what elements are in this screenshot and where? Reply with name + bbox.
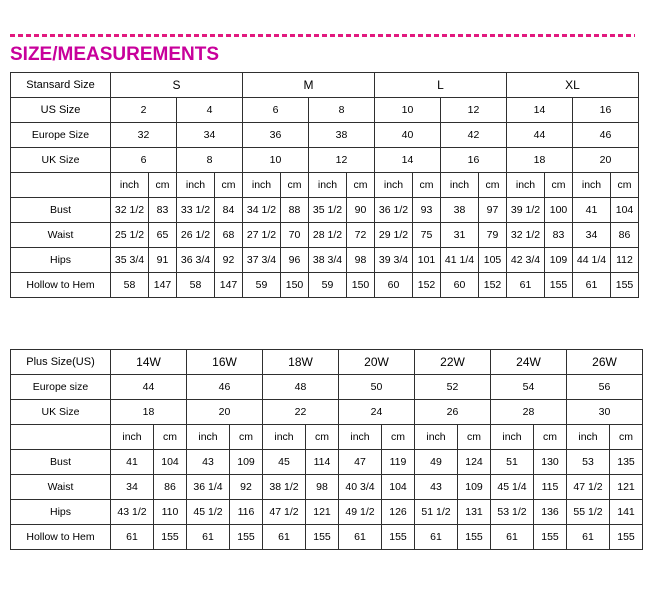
cell-plus-waist-1: 86 (154, 475, 187, 500)
row-label-plus-hollow-to-hem: Hollow to Hem (11, 525, 111, 550)
cell-plus-bust-2: 43 (187, 450, 230, 475)
row-label-plus-units (11, 425, 111, 450)
plus-size-header-26w: 26W (567, 350, 643, 375)
cell-hollow-10: 60 (441, 273, 479, 298)
standard-size-table-wrapper (10, 72, 639, 298)
cell-plus-unit-8: inch (415, 425, 458, 450)
cell-uk-size-7: 20 (573, 148, 639, 173)
cell-plus-uk-5: 28 (491, 400, 567, 425)
cell-plus-hips-1: 110 (154, 500, 187, 525)
cell-hips-14: 44 1/4 (573, 248, 611, 273)
cell-bust-15: 104 (611, 198, 639, 223)
cell-plus-bust-11: 130 (534, 450, 567, 475)
plus-size-header-20w: 20W (339, 350, 415, 375)
cell-uk-size-4: 14 (375, 148, 441, 173)
cell-uk-size-5: 16 (441, 148, 507, 173)
cell-hips-0: 35 3/4 (111, 248, 149, 273)
cell-waist-1: 65 (149, 223, 177, 248)
table-row-waist (11, 223, 639, 248)
cell-hollow-9: 152 (413, 273, 441, 298)
cell-plus-unit-1: cm (154, 425, 187, 450)
cell-hollow-15: 155 (611, 273, 639, 298)
cell-waist-7: 72 (347, 223, 375, 248)
cell-hips-11: 105 (479, 248, 507, 273)
cell-plus-hips-2: 45 1/2 (187, 500, 230, 525)
cell-plus-waist-11: 115 (534, 475, 567, 500)
cell-plus-unit-3: cm (230, 425, 263, 450)
group-header-m: M (243, 73, 375, 98)
row-label-bust: Bust (11, 198, 111, 223)
cell-hollow-11: 152 (479, 273, 507, 298)
cell-hollow-7: 150 (347, 273, 375, 298)
cell-plus-hollow-8: 61 (415, 525, 458, 550)
cell-us-size-3: 8 (309, 98, 375, 123)
cell-hollow-13: 155 (545, 273, 573, 298)
cell-hollow-2: 58 (177, 273, 215, 298)
cell-waist-12: 32 1/2 (507, 223, 545, 248)
cell-plus-hollow-5: 155 (306, 525, 339, 550)
table-row-europe-size (11, 123, 639, 148)
cell-plus-unit-9: cm (458, 425, 491, 450)
cell-europe-size-2: 36 (243, 123, 309, 148)
table-row-plus-hips (11, 500, 643, 525)
cell-plus-hips-13: 141 (610, 500, 643, 525)
cell-plus-waist-12: 47 1/2 (567, 475, 610, 500)
cell-plus-hips-11: 136 (534, 500, 567, 525)
cell-unit-8: inch (375, 173, 413, 198)
cell-plus-europe-3: 50 (339, 375, 415, 400)
cell-hips-3: 92 (215, 248, 243, 273)
cell-plus-hips-0: 43 1/2 (111, 500, 154, 525)
cell-hollow-5: 150 (281, 273, 309, 298)
cell-plus-waist-13: 121 (610, 475, 643, 500)
cell-hollow-4: 59 (243, 273, 281, 298)
cell-bust-7: 90 (347, 198, 375, 223)
cell-plus-waist-7: 104 (382, 475, 415, 500)
cell-plus-hips-7: 126 (382, 500, 415, 525)
plus-size-table (10, 349, 643, 550)
cell-plus-uk-4: 26 (415, 400, 491, 425)
standard-size-header-label: Stansard Size (11, 73, 111, 98)
cell-plus-waist-2: 36 1/4 (187, 475, 230, 500)
group-header-l: L (375, 73, 507, 98)
cell-hollow-14: 61 (573, 273, 611, 298)
cell-plus-europe-0: 44 (111, 375, 187, 400)
cell-unit-13: cm (545, 173, 573, 198)
cell-plus-uk-1: 20 (187, 400, 263, 425)
cell-waist-0: 25 1/2 (111, 223, 149, 248)
row-label-uk-size: UK Size (11, 148, 111, 173)
cell-plus-hips-9: 131 (458, 500, 491, 525)
row-label-hollow-to-hem: Hollow to Hem (11, 273, 111, 298)
cell-plus-bust-9: 124 (458, 450, 491, 475)
cell-plus-bust-10: 51 (491, 450, 534, 475)
cell-plus-bust-12: 53 (567, 450, 610, 475)
cell-unit-14: inch (573, 173, 611, 198)
cell-plus-hollow-12: 61 (567, 525, 610, 550)
cell-plus-bust-6: 47 (339, 450, 382, 475)
cell-plus-waist-6: 40 3/4 (339, 475, 382, 500)
cell-plus-hollow-9: 155 (458, 525, 491, 550)
cell-bust-14: 41 (573, 198, 611, 223)
cell-us-size-7: 16 (573, 98, 639, 123)
cell-waist-2: 26 1/2 (177, 223, 215, 248)
cell-bust-4: 34 1/2 (243, 198, 281, 223)
cell-waist-14: 34 (573, 223, 611, 248)
cell-us-size-2: 6 (243, 98, 309, 123)
cell-waist-8: 29 1/2 (375, 223, 413, 248)
cell-plus-waist-8: 43 (415, 475, 458, 500)
cell-plus-hips-6: 49 1/2 (339, 500, 382, 525)
table-row-plus-header (11, 350, 643, 375)
table-row-group-header (11, 73, 639, 98)
cell-waist-13: 83 (545, 223, 573, 248)
cell-hips-9: 101 (413, 248, 441, 273)
row-label-europe-size: Europe Size (11, 123, 111, 148)
cell-plus-hips-3: 116 (230, 500, 263, 525)
cell-plus-hips-12: 55 1/2 (567, 500, 610, 525)
cell-plus-hollow-0: 61 (111, 525, 154, 550)
cell-uk-size-0: 6 (111, 148, 177, 173)
cell-bust-11: 97 (479, 198, 507, 223)
cell-unit-9: cm (413, 173, 441, 198)
row-label-plus-hips: Hips (11, 500, 111, 525)
cell-plus-europe-6: 56 (567, 375, 643, 400)
cell-hips-2: 36 3/4 (177, 248, 215, 273)
cell-plus-bust-3: 109 (230, 450, 263, 475)
cell-unit-6: inch (309, 173, 347, 198)
cell-plus-bust-0: 41 (111, 450, 154, 475)
cell-uk-size-6: 18 (507, 148, 573, 173)
plus-size-header-14w: 14W (111, 350, 187, 375)
cell-europe-size-3: 38 (309, 123, 375, 148)
cell-plus-europe-2: 48 (263, 375, 339, 400)
cell-hollow-3: 147 (215, 273, 243, 298)
cell-unit-15: cm (611, 173, 639, 198)
cell-europe-size-5: 42 (441, 123, 507, 148)
cell-unit-5: cm (281, 173, 309, 198)
cell-uk-size-2: 10 (243, 148, 309, 173)
cell-plus-europe-1: 46 (187, 375, 263, 400)
cell-hollow-0: 58 (111, 273, 149, 298)
cell-plus-waist-4: 38 1/2 (263, 475, 306, 500)
cell-plus-unit-6: inch (339, 425, 382, 450)
cell-unit-11: cm (479, 173, 507, 198)
cell-plus-hollow-10: 61 (491, 525, 534, 550)
cell-europe-size-4: 40 (375, 123, 441, 148)
cell-unit-10: inch (441, 173, 479, 198)
table-row-plus-hollow-to-hem (11, 525, 643, 550)
cell-hips-1: 91 (149, 248, 177, 273)
cell-bust-0: 32 1/2 (111, 198, 149, 223)
cell-waist-15: 86 (611, 223, 639, 248)
cell-plus-uk-3: 24 (339, 400, 415, 425)
cell-hips-12: 42 3/4 (507, 248, 545, 273)
cell-unit-4: inch (243, 173, 281, 198)
cell-europe-size-7: 46 (573, 123, 639, 148)
cell-uk-size-1: 8 (177, 148, 243, 173)
cell-plus-unit-2: inch (187, 425, 230, 450)
cell-bust-3: 84 (215, 198, 243, 223)
cell-unit-2: inch (177, 173, 215, 198)
cell-unit-12: inch (507, 173, 545, 198)
table-row-plus-europe-size (11, 375, 643, 400)
cell-plus-unit-13: cm (610, 425, 643, 450)
cell-bust-9: 93 (413, 198, 441, 223)
cell-plus-hips-4: 47 1/2 (263, 500, 306, 525)
decorative-divider (10, 34, 635, 37)
cell-plus-uk-2: 22 (263, 400, 339, 425)
plus-size-header-16w: 16W (187, 350, 263, 375)
row-label-waist: Waist (11, 223, 111, 248)
cell-bust-1: 83 (149, 198, 177, 223)
cell-plus-unit-12: inch (567, 425, 610, 450)
cell-bust-13: 100 (545, 198, 573, 223)
standard-size-table (10, 72, 639, 298)
cell-plus-unit-10: inch (491, 425, 534, 450)
cell-europe-size-6: 44 (507, 123, 573, 148)
cell-plus-bust-4: 45 (263, 450, 306, 475)
table-row-plus-units (11, 425, 643, 450)
cell-bust-2: 33 1/2 (177, 198, 215, 223)
cell-plus-hollow-13: 155 (610, 525, 643, 550)
cell-waist-11: 79 (479, 223, 507, 248)
cell-plus-europe-5: 54 (491, 375, 567, 400)
cell-us-size-0: 2 (111, 98, 177, 123)
cell-plus-bust-5: 114 (306, 450, 339, 475)
cell-plus-waist-0: 34 (111, 475, 154, 500)
cell-hips-15: 112 (611, 248, 639, 273)
row-label-plus-waist: Waist (11, 475, 111, 500)
cell-waist-9: 75 (413, 223, 441, 248)
cell-bust-5: 88 (281, 198, 309, 223)
cell-europe-size-0: 32 (111, 123, 177, 148)
cell-plus-unit-11: cm (534, 425, 567, 450)
cell-waist-4: 27 1/2 (243, 223, 281, 248)
cell-plus-bust-7: 119 (382, 450, 415, 475)
row-label-hips: Hips (11, 248, 111, 273)
cell-plus-waist-9: 109 (458, 475, 491, 500)
plus-size-header-18w: 18W (263, 350, 339, 375)
cell-unit-7: cm (347, 173, 375, 198)
row-label-us-size: US Size (11, 98, 111, 123)
row-label-units (11, 173, 111, 198)
plus-size-table-wrapper (10, 349, 643, 550)
cell-unit-1: cm (149, 173, 177, 198)
cell-us-size-5: 12 (441, 98, 507, 123)
cell-us-size-6: 14 (507, 98, 573, 123)
cell-hollow-6: 59 (309, 273, 347, 298)
cell-plus-hollow-11: 155 (534, 525, 567, 550)
row-label-plus-bust: Bust (11, 450, 111, 475)
cell-plus-bust-1: 104 (154, 450, 187, 475)
plus-size-header-22w: 22W (415, 350, 491, 375)
cell-plus-unit-5: cm (306, 425, 339, 450)
cell-plus-europe-4: 52 (415, 375, 491, 400)
cell-hips-7: 98 (347, 248, 375, 273)
cell-plus-hollow-7: 155 (382, 525, 415, 550)
cell-hips-6: 38 3/4 (309, 248, 347, 273)
cell-waist-10: 31 (441, 223, 479, 248)
cell-us-size-1: 4 (177, 98, 243, 123)
table-row-plus-bust (11, 450, 643, 475)
table-row-plus-waist (11, 475, 643, 500)
table-row-uk-size (11, 148, 639, 173)
cell-uk-size-3: 12 (309, 148, 375, 173)
plus-size-header-24w: 24W (491, 350, 567, 375)
cell-plus-hips-10: 53 1/2 (491, 500, 534, 525)
cell-bust-6: 35 1/2 (309, 198, 347, 223)
cell-plus-waist-10: 45 1/4 (491, 475, 534, 500)
cell-unit-3: cm (215, 173, 243, 198)
cell-plus-waist-3: 92 (230, 475, 263, 500)
table-row-plus-uk-size (11, 400, 643, 425)
cell-plus-unit-0: inch (111, 425, 154, 450)
cell-waist-3: 68 (215, 223, 243, 248)
table-row-us-size (11, 98, 639, 123)
table-row-units (11, 173, 639, 198)
cell-europe-size-1: 34 (177, 123, 243, 148)
cell-plus-hips-5: 121 (306, 500, 339, 525)
cell-plus-uk-0: 18 (111, 400, 187, 425)
row-label-plus-europe-size: Europe size (11, 375, 111, 400)
cell-hips-10: 41 1/4 (441, 248, 479, 273)
cell-plus-hollow-2: 61 (187, 525, 230, 550)
cell-bust-12: 39 1/2 (507, 198, 545, 223)
cell-hips-8: 39 3/4 (375, 248, 413, 273)
group-header-s: S (111, 73, 243, 98)
group-header-xl: XL (507, 73, 639, 98)
cell-hollow-8: 60 (375, 273, 413, 298)
table-row-hips (11, 248, 639, 273)
cell-bust-10: 38 (441, 198, 479, 223)
cell-plus-unit-4: inch (263, 425, 306, 450)
cell-plus-hips-8: 51 1/2 (415, 500, 458, 525)
cell-plus-hollow-4: 61 (263, 525, 306, 550)
cell-hips-5: 96 (281, 248, 309, 273)
cell-hips-4: 37 3/4 (243, 248, 281, 273)
cell-plus-unit-7: cm (382, 425, 415, 450)
cell-plus-bust-8: 49 (415, 450, 458, 475)
cell-plus-hollow-1: 155 (154, 525, 187, 550)
cell-unit-0: inch (111, 173, 149, 198)
table-row-bust (11, 198, 639, 223)
cell-plus-uk-6: 30 (567, 400, 643, 425)
cell-plus-bust-13: 135 (610, 450, 643, 475)
row-label-plus-uk-size: UK Size (11, 400, 111, 425)
cell-plus-hollow-3: 155 (230, 525, 263, 550)
cell-waist-5: 70 (281, 223, 309, 248)
cell-hollow-1: 147 (149, 273, 177, 298)
cell-plus-hollow-6: 61 (339, 525, 382, 550)
page-title: SIZE/MEASUREMENTS (10, 44, 220, 65)
cell-bust-8: 36 1/2 (375, 198, 413, 223)
cell-us-size-4: 10 (375, 98, 441, 123)
cell-plus-waist-5: 98 (306, 475, 339, 500)
cell-waist-6: 28 1/2 (309, 223, 347, 248)
cell-hollow-12: 61 (507, 273, 545, 298)
cell-hips-13: 109 (545, 248, 573, 273)
table-row-hollow-to-hem (11, 273, 639, 298)
plus-size-header-label: Plus Size(US) (11, 350, 111, 375)
